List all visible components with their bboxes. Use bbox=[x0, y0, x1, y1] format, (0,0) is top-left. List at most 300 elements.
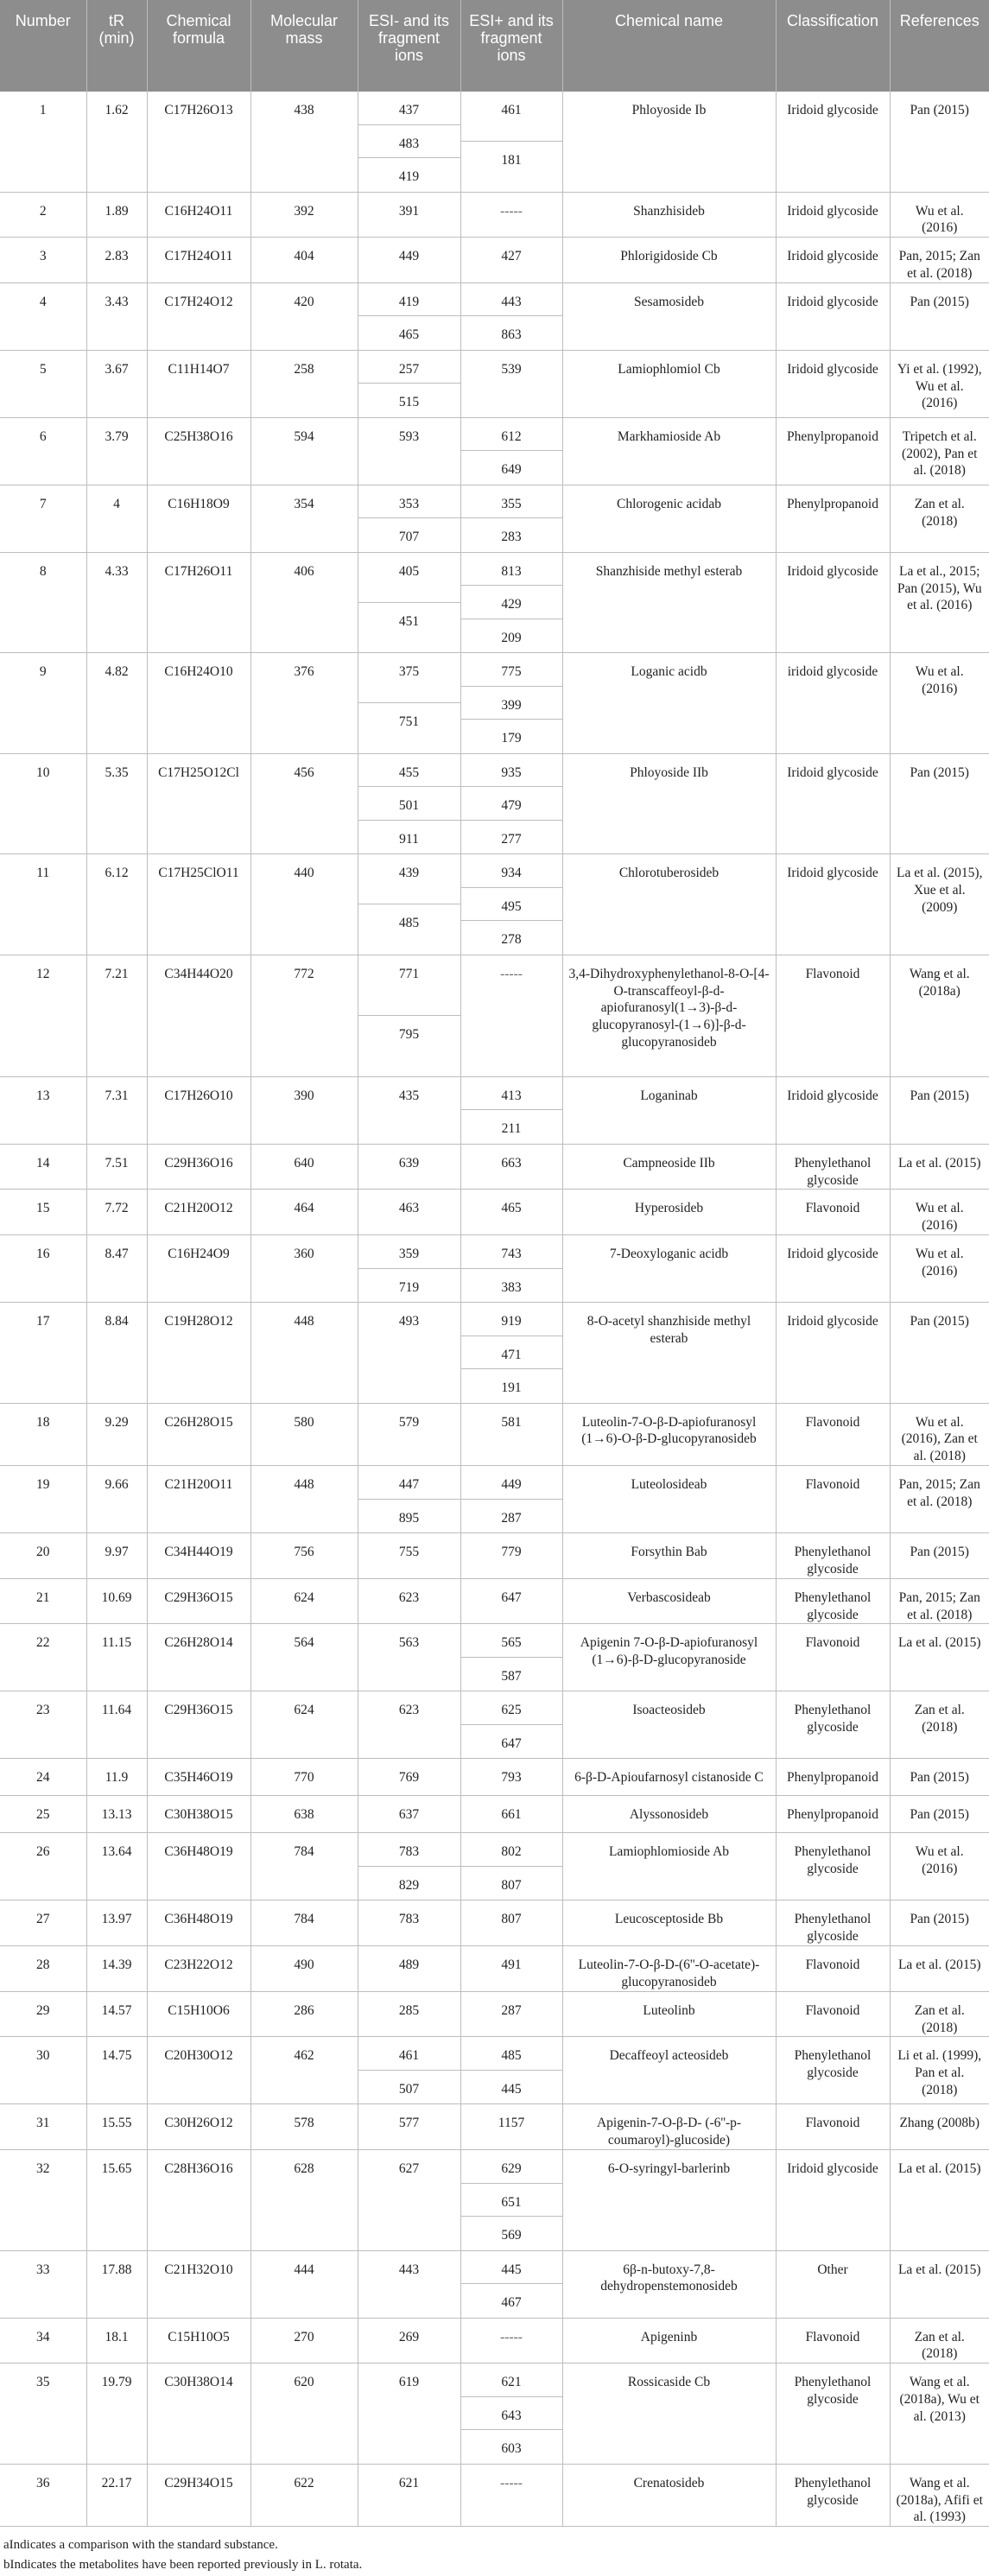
classification: Flavonoid bbox=[776, 2318, 890, 2363]
chemical-name: Shanzhiside methyl esterab bbox=[562, 552, 776, 653]
compound-number: 26 bbox=[0, 1833, 86, 1900]
chemical-formula: C17H25O12Cl bbox=[147, 753, 250, 854]
retention-time: 13.64 bbox=[86, 1833, 147, 1900]
esi-negative-ion: 359 bbox=[358, 1235, 460, 1269]
esi-positive-cell bbox=[460, 417, 562, 485]
esi-negative-ion: 719 bbox=[398, 1279, 420, 1295]
esi-positive-ion: 209 bbox=[501, 630, 522, 645]
molecular-mass: 620 bbox=[250, 2363, 358, 2465]
esi-negative-cell bbox=[358, 1190, 460, 1235]
table-row bbox=[0, 350, 989, 417]
esi-positive-cell bbox=[460, 753, 562, 854]
molecular-mass: 624 bbox=[250, 1578, 358, 1624]
compound-number: 20 bbox=[0, 1533, 86, 1579]
esi-negative-ion: 493 bbox=[398, 1314, 420, 1329]
esi-negative-cell bbox=[358, 1991, 460, 2037]
esi-negative-ion: 437 bbox=[358, 92, 460, 125]
molecular-mass: 622 bbox=[250, 2464, 358, 2526]
reference: Wu et al. (2016) bbox=[890, 192, 989, 238]
esi-negative-cell bbox=[358, 2150, 460, 2251]
reference: La et al., 2015; Pan (2015), Wu et al. (2016) bbox=[890, 552, 989, 653]
reference: Pan (2015) bbox=[890, 1533, 989, 1579]
esi-negative-cell bbox=[358, 1578, 460, 1624]
esi-negative-cell bbox=[358, 552, 460, 653]
classification: Phenylethanol glycoside bbox=[776, 2363, 890, 2465]
reference: Pan (2015) bbox=[890, 92, 989, 192]
esi-positive-ion: 813 bbox=[461, 553, 562, 587]
compound-number: 4 bbox=[0, 282, 86, 350]
retention-time: 11.15 bbox=[86, 1624, 147, 1691]
esi-negative-ion: 443 bbox=[398, 2262, 420, 2277]
retention-time: 15.65 bbox=[86, 2150, 147, 2251]
chemical-formula: C29H34O15 bbox=[147, 2464, 250, 2526]
esi-positive-ion: 934 bbox=[461, 854, 562, 888]
retention-time: 18.1 bbox=[86, 2318, 147, 2363]
compound-number: 1 bbox=[0, 92, 86, 192]
chemical-name: 6-β-D-Apioufarnosyl cistanoside C bbox=[562, 1759, 776, 1796]
table-row bbox=[0, 653, 989, 754]
table-row bbox=[0, 2250, 989, 2318]
compound-number: 5 bbox=[0, 350, 86, 417]
table-row bbox=[0, 282, 989, 350]
esi-positive-ion: ----- bbox=[500, 966, 523, 981]
chemical-name: Loganic acidb bbox=[562, 653, 776, 754]
footnote-a: aIndicates a comparison with the standard substance. bbox=[3, 2538, 278, 2553]
table-row bbox=[0, 552, 989, 653]
esi-positive-ion: 355 bbox=[461, 485, 562, 519]
table-row bbox=[0, 1578, 989, 1624]
esi-positive-ion: 461 bbox=[461, 92, 562, 142]
esi-positive-cell bbox=[460, 1235, 562, 1303]
esi-positive-ion: 919 bbox=[461, 1303, 562, 1336]
compound-number: 12 bbox=[0, 955, 86, 1076]
chemical-formula: C25H38O16 bbox=[147, 417, 250, 485]
chemical-formula: C16H24O10 bbox=[147, 653, 250, 754]
retention-time: 11.64 bbox=[86, 1691, 147, 1759]
compound-number: 33 bbox=[0, 2250, 86, 2318]
esi-positive-ion: 191 bbox=[501, 1380, 522, 1396]
table-row bbox=[0, 854, 989, 955]
retention-time: 2.83 bbox=[86, 238, 147, 283]
reference: Wu et al. (2016) bbox=[890, 1235, 989, 1303]
chemical-formula: C17H24O11 bbox=[147, 238, 250, 283]
esi-negative-ion: 451 bbox=[398, 613, 420, 629]
esi-positive-cell bbox=[460, 552, 562, 653]
esi-positive-ion: 278 bbox=[501, 932, 522, 948]
esi-positive-cell bbox=[460, 2150, 562, 2251]
reference: Yi et al. (1992), Wu et al. (2016) bbox=[890, 350, 989, 417]
classification: Phenylethanol glycoside bbox=[776, 1144, 890, 1190]
molecular-mass: 640 bbox=[250, 1144, 358, 1190]
esi-negative-cell bbox=[358, 238, 460, 283]
esi-positive-ion: ----- bbox=[500, 2329, 523, 2344]
molecular-mass: 448 bbox=[250, 1466, 358, 1533]
esi-positive-ion: 629 bbox=[461, 2150, 562, 2184]
esi-positive-cell bbox=[460, 1900, 562, 1946]
compound-number: 15 bbox=[0, 1190, 86, 1235]
esi-positive-cell bbox=[460, 2318, 562, 2363]
chemical-formula: C11H14O7 bbox=[147, 350, 250, 417]
esi-negative-ion: 755 bbox=[398, 1545, 420, 1560]
esi-positive-ion: 807 bbox=[501, 1877, 522, 1893]
esi-negative-cell bbox=[358, 1076, 460, 1144]
classification: Flavonoid bbox=[776, 1624, 890, 1691]
esi-positive-ion: 625 bbox=[461, 1691, 562, 1725]
chemical-formula: C16H24O11 bbox=[147, 192, 250, 238]
esi-negative-ion: 405 bbox=[358, 553, 460, 603]
retention-time: 8.47 bbox=[86, 1235, 147, 1303]
esi-negative-ion: 751 bbox=[398, 714, 420, 730]
classification: Iridoid glycoside bbox=[776, 854, 890, 955]
esi-positive-ion: 539 bbox=[501, 361, 522, 377]
compound-number: 30 bbox=[0, 2037, 86, 2104]
retention-time: 4.82 bbox=[86, 653, 147, 754]
esi-negative-ion: 627 bbox=[398, 2161, 420, 2177]
esi-positive-cell bbox=[460, 1144, 562, 1190]
esi-positive-ion: 445 bbox=[461, 2251, 562, 2285]
esi-positive-ion: ----- bbox=[500, 2475, 523, 2490]
reference: Wang et al. (2018a), Afifi et al. (1993) bbox=[890, 2464, 989, 2526]
chemical-formula: C30H38O14 bbox=[147, 2363, 250, 2465]
esi-negative-ion: 707 bbox=[398, 530, 420, 545]
compound-number: 11 bbox=[0, 854, 86, 955]
esi-positive-ion: 643 bbox=[461, 2397, 562, 2431]
table-row bbox=[0, 1946, 989, 1992]
reference: Pan (2015) bbox=[890, 282, 989, 350]
chemical-formula: C26H28O15 bbox=[147, 1403, 250, 1465]
reference: Pan, 2015; Zan et al. (2018) bbox=[890, 238, 989, 283]
classification: Iridoid glycoside bbox=[776, 1076, 890, 1144]
retention-time: 14.75 bbox=[86, 2037, 147, 2104]
esi-negative-cell bbox=[358, 854, 460, 955]
compound-number: 3 bbox=[0, 238, 86, 283]
chemical-formula: C35H46O19 bbox=[147, 1759, 250, 1796]
molecular-mass: 406 bbox=[250, 552, 358, 653]
molecular-mass: 772 bbox=[250, 955, 358, 1076]
esi-positive-cell bbox=[460, 350, 562, 417]
reference: Pan (2015) bbox=[890, 753, 989, 854]
classification: Phenylethanol glycoside bbox=[776, 1833, 890, 1900]
compound-number: 2 bbox=[0, 192, 86, 238]
molecular-mass: 594 bbox=[250, 417, 358, 485]
chemical-name: Phlorigidoside Cb bbox=[562, 238, 776, 283]
esi-positive-ion: 427 bbox=[501, 249, 522, 264]
esi-positive-ion: 429 bbox=[461, 586, 562, 619]
chemical-formula: C26H28O14 bbox=[147, 1624, 250, 1691]
reference: Pan (2015) bbox=[890, 1900, 989, 1946]
classification: Iridoid glycoside bbox=[776, 282, 890, 350]
reference: Wang et al. (2018a), Wu et al. (2013) bbox=[890, 2363, 989, 2465]
chemical-formula: C17H26O10 bbox=[147, 1076, 250, 1144]
chemical-formula: C28H36O16 bbox=[147, 2150, 250, 2251]
esi-negative-cell bbox=[358, 1235, 460, 1303]
table-row bbox=[0, 2464, 989, 2526]
molecular-mass: 564 bbox=[250, 1624, 358, 1691]
esi-positive-ion: 612 bbox=[461, 418, 562, 452]
classification: Phenylethanol glycoside bbox=[776, 1578, 890, 1624]
esi-negative-ion: 375 bbox=[358, 653, 460, 703]
table-row bbox=[0, 238, 989, 283]
chemical-name: Hyperosideb bbox=[562, 1190, 776, 1235]
molecular-mass: 390 bbox=[250, 1076, 358, 1144]
esi-positive-cell bbox=[460, 192, 562, 238]
reference: La et al. (2015) bbox=[890, 1946, 989, 1992]
esi-negative-ion: 353 bbox=[358, 485, 460, 519]
chemical-formula: C29H36O15 bbox=[147, 1578, 250, 1624]
molecular-mass: 438 bbox=[250, 92, 358, 192]
chemical-name: Luteolin-7-O-β-D-apiofuranosyl (1→6)-O-β-D-glucopyranosideb bbox=[562, 1403, 776, 1465]
chemical-formula: C20H30O12 bbox=[147, 2037, 250, 2104]
reference: La et al. (2015) bbox=[890, 2250, 989, 2318]
molecular-mass: 286 bbox=[250, 1991, 358, 2037]
classification: iridoid glycoside bbox=[776, 653, 890, 754]
reference: Pan (2015) bbox=[890, 1759, 989, 1796]
compound-number: 10 bbox=[0, 753, 86, 854]
esi-positive-ion: ----- bbox=[500, 203, 523, 219]
reference: La et al. (2015) bbox=[890, 1144, 989, 1190]
molecular-mass: 638 bbox=[250, 1796, 358, 1833]
esi-negative-cell bbox=[358, 1144, 460, 1190]
table-row bbox=[0, 1991, 989, 2037]
molecular-mass: 784 bbox=[250, 1900, 358, 1946]
retention-time: 22.17 bbox=[86, 2464, 147, 2526]
classification: Phenylethanol glycoside bbox=[776, 2037, 890, 2104]
esi-negative-cell bbox=[358, 1624, 460, 1691]
classification: Flavonoid bbox=[776, 1991, 890, 2037]
esi-positive-cell bbox=[460, 854, 562, 955]
reference: Pan, 2015; Zan et al. (2018) bbox=[890, 1466, 989, 1533]
chemical-name: Apigenin-7-O-β-D- (-6''-p-coumaroyl)-glucoside) bbox=[562, 2104, 776, 2150]
table-row bbox=[0, 1533, 989, 1579]
esi-negative-ion: 489 bbox=[398, 1957, 420, 1973]
retention-time: 4.33 bbox=[86, 552, 147, 653]
esi-negative-ion: 435 bbox=[398, 1088, 420, 1103]
retention-time: 1.62 bbox=[86, 92, 147, 192]
esi-negative-cell bbox=[358, 417, 460, 485]
esi-negative-ion: 391 bbox=[398, 203, 420, 219]
esi-negative-ion: 515 bbox=[398, 395, 420, 410]
compound-number: 35 bbox=[0, 2363, 86, 2465]
table-row bbox=[0, 1466, 989, 1533]
table-row bbox=[0, 753, 989, 854]
molecular-mass: 578 bbox=[250, 2104, 358, 2150]
esi-positive-ion: 449 bbox=[461, 1466, 562, 1500]
chemical-name: Loganinab bbox=[562, 1076, 776, 1144]
esi-negative-ion: 795 bbox=[398, 1026, 420, 1042]
esi-negative-ion: 619 bbox=[398, 2375, 420, 2390]
retention-time: 6.12 bbox=[86, 854, 147, 955]
retention-time: 4 bbox=[86, 485, 147, 552]
classification: Iridoid glycoside bbox=[776, 350, 890, 417]
esi-positive-cell bbox=[460, 92, 562, 192]
chemical-formula: C16H24O9 bbox=[147, 1235, 250, 1303]
chemical-name: Phloyoside Ib bbox=[562, 92, 776, 192]
esi-positive-ion: 661 bbox=[501, 1807, 522, 1823]
esi-positive-cell bbox=[460, 1833, 562, 1900]
esi-positive-ion: 445 bbox=[501, 2081, 522, 2097]
reference: Zan et al. (2018) bbox=[890, 1691, 989, 1759]
retention-time: 10.69 bbox=[86, 1578, 147, 1624]
table-footnotes bbox=[0, 2527, 989, 2576]
reference: Pan (2015) bbox=[890, 1796, 989, 1833]
chemical-formula: C21H32O10 bbox=[147, 2250, 250, 2318]
classification: Phenylpropanoid bbox=[776, 1796, 890, 1833]
chemical-formula: C21H20O12 bbox=[147, 1190, 250, 1235]
esi-positive-ion: 495 bbox=[461, 888, 562, 922]
compound-number: 21 bbox=[0, 1578, 86, 1624]
compound-number: 17 bbox=[0, 1303, 86, 1404]
classification: Phenylpropanoid bbox=[776, 1759, 890, 1796]
esi-negative-cell bbox=[358, 1403, 460, 1465]
compound-number: 34 bbox=[0, 2318, 86, 2363]
esi-negative-ion: 501 bbox=[358, 787, 460, 821]
esi-positive-ion: 603 bbox=[501, 2441, 522, 2457]
chemical-name: 3,4-Dihydroxyphenylethanol-8-O-[4-O-transcaffeoyl-β-d-apiofuranosyl(1→3)-β-d-glucopyranosyl-(1→6)]-β-d-glucopyranosideb bbox=[562, 955, 776, 1076]
retention-time: 9.97 bbox=[86, 1533, 147, 1579]
esi-positive-ion: 211 bbox=[501, 1121, 522, 1137]
retention-time: 11.9 bbox=[86, 1759, 147, 1796]
esi-positive-ion: 383 bbox=[501, 1279, 522, 1295]
retention-time: 7.51 bbox=[86, 1144, 147, 1190]
footnote-b: bIndicates the metabolites have been reported previously in L. rotata. bbox=[3, 2558, 363, 2573]
esi-positive-ion: 775 bbox=[461, 653, 562, 687]
compound-number: 6 bbox=[0, 417, 86, 485]
chemical-formula: C29H36O16 bbox=[147, 1144, 250, 1190]
retention-time: 14.39 bbox=[86, 1946, 147, 1992]
esi-positive-ion: 793 bbox=[501, 1770, 522, 1786]
classification: Iridoid glycoside bbox=[776, 238, 890, 283]
esi-positive-cell bbox=[460, 1466, 562, 1533]
compound-number: 36 bbox=[0, 2464, 86, 2526]
retention-time: 1.89 bbox=[86, 192, 147, 238]
chemical-formula: C30H26O12 bbox=[147, 2104, 250, 2150]
esi-negative-ion: 593 bbox=[398, 428, 420, 444]
classification: Flavonoid bbox=[776, 2104, 890, 2150]
classification: Phenylethanol glycoside bbox=[776, 1691, 890, 1759]
esi-positive-cell bbox=[460, 2104, 562, 2150]
chemical-name: 6β-n-butoxy-7,8-dehydropenstemonosideb bbox=[562, 2250, 776, 2318]
esi-negative-ion: 507 bbox=[398, 2081, 420, 2097]
reference: La et al. (2015), Xue et al. (2009) bbox=[890, 854, 989, 955]
esi-positive-ion: 287 bbox=[501, 2002, 522, 2018]
retention-time: 15.55 bbox=[86, 2104, 147, 2150]
table-row bbox=[0, 955, 989, 1076]
esi-positive-ion: 743 bbox=[461, 1235, 562, 1269]
header-references: References bbox=[890, 0, 989, 92]
reference: Zan et al. (2018) bbox=[890, 1991, 989, 2037]
chemical-formula: C19H28O12 bbox=[147, 1303, 250, 1404]
table-row bbox=[0, 1403, 989, 1465]
compound-number: 9 bbox=[0, 653, 86, 754]
esi-positive-ion: 863 bbox=[501, 327, 522, 343]
esi-positive-cell bbox=[460, 485, 562, 552]
esi-negative-ion: 285 bbox=[398, 2002, 420, 2018]
esi-positive-ion: 485 bbox=[461, 2037, 562, 2071]
classification: Other bbox=[776, 2250, 890, 2318]
esi-negative-ion: 577 bbox=[398, 2116, 420, 2131]
esi-positive-ion: 647 bbox=[501, 1589, 522, 1605]
esi-positive-ion: 651 bbox=[461, 2184, 562, 2218]
esi-negative-ion: 783 bbox=[398, 1912, 420, 1927]
chemical-formula: C15H10O6 bbox=[147, 1991, 250, 2037]
esi-positive-ion: 649 bbox=[501, 462, 522, 478]
classification: Iridoid glycoside bbox=[776, 92, 890, 192]
esi-negative-cell bbox=[358, 1533, 460, 1579]
molecular-mass: 464 bbox=[250, 1190, 358, 1235]
esi-positive-cell bbox=[460, 2464, 562, 2526]
esi-positive-ion: 807 bbox=[501, 1912, 522, 1927]
chemical-name: Sesamosideb bbox=[562, 282, 776, 350]
esi-positive-ion: 399 bbox=[461, 687, 562, 720]
esi-negative-cell bbox=[358, 2464, 460, 2526]
header-chemical-formula: Chemical formula bbox=[147, 0, 250, 92]
chemical-formula: C16H18O9 bbox=[147, 485, 250, 552]
chemical-name: Verbascosideab bbox=[562, 1578, 776, 1624]
esi-positive-cell bbox=[460, 1533, 562, 1579]
chemical-name: Lamiophlomiol Cb bbox=[562, 350, 776, 417]
molecular-mass: 490 bbox=[250, 1946, 358, 1992]
chemical-name: 8-O-acetyl shanzhiside methyl esterab bbox=[562, 1303, 776, 1404]
header-molecular-mass: Molecular mass bbox=[250, 0, 358, 92]
table-row bbox=[0, 1144, 989, 1190]
molecular-mass: 270 bbox=[250, 2318, 358, 2363]
table-row bbox=[0, 1796, 989, 1833]
esi-positive-ion: 179 bbox=[501, 731, 522, 746]
esi-positive-cell bbox=[460, 1991, 562, 2037]
esi-positive-cell bbox=[460, 1691, 562, 1759]
retention-time: 19.79 bbox=[86, 2363, 147, 2465]
esi-positive-ion: 565 bbox=[461, 1624, 562, 1658]
esi-negative-cell bbox=[358, 1303, 460, 1404]
esi-negative-ion: 419 bbox=[358, 283, 460, 317]
chemical-formula: C17H25ClO11 bbox=[147, 854, 250, 955]
header-retention-time: tR (min) bbox=[86, 0, 147, 92]
esi-negative-cell bbox=[358, 1759, 460, 1796]
reference: Tripetch et al. (2002), Pan et al. (2018) bbox=[890, 417, 989, 485]
esi-positive-ion: 663 bbox=[501, 1155, 522, 1171]
compound-number: 14 bbox=[0, 1144, 86, 1190]
esi-negative-ion: 269 bbox=[398, 2329, 420, 2344]
chemical-name: Decaffeoyl acteosideb bbox=[562, 2037, 776, 2104]
esi-positive-cell bbox=[460, 2363, 562, 2465]
molecular-mass: 376 bbox=[250, 653, 358, 754]
molecular-mass: 360 bbox=[250, 1235, 358, 1303]
retention-time: 8.84 bbox=[86, 1303, 147, 1404]
esi-positive-cell bbox=[460, 653, 562, 754]
table-row bbox=[0, 1190, 989, 1235]
esi-positive-cell bbox=[460, 1403, 562, 1465]
compound-number: 18 bbox=[0, 1403, 86, 1465]
esi-negative-ion: 623 bbox=[398, 1589, 420, 1605]
header-esi-negative: ESI- and its fragment ions bbox=[358, 0, 460, 92]
chemical-name: Luteolosideab bbox=[562, 1466, 776, 1533]
esi-negative-cell bbox=[358, 2363, 460, 2465]
reference: Wang et al. (2018a) bbox=[890, 955, 989, 1076]
table-row bbox=[0, 1900, 989, 1946]
esi-positive-ion: 465 bbox=[501, 1201, 522, 1216]
reference: Pan (2015) bbox=[890, 1303, 989, 1404]
classification: Phenylpropanoid bbox=[776, 485, 890, 552]
table-row bbox=[0, 2037, 989, 2104]
chemical-name: Lamiophlomioside Ab bbox=[562, 1833, 776, 1900]
chemical-name: Forsythin Bab bbox=[562, 1533, 776, 1579]
esi-positive-ion: 443 bbox=[461, 283, 562, 317]
esi-negative-cell bbox=[358, 2250, 460, 2318]
esi-positive-cell bbox=[460, 2037, 562, 2104]
classification: Flavonoid bbox=[776, 1403, 890, 1465]
retention-time: 17.88 bbox=[86, 2250, 147, 2318]
reference: Wu et al. (2016) bbox=[890, 1190, 989, 1235]
